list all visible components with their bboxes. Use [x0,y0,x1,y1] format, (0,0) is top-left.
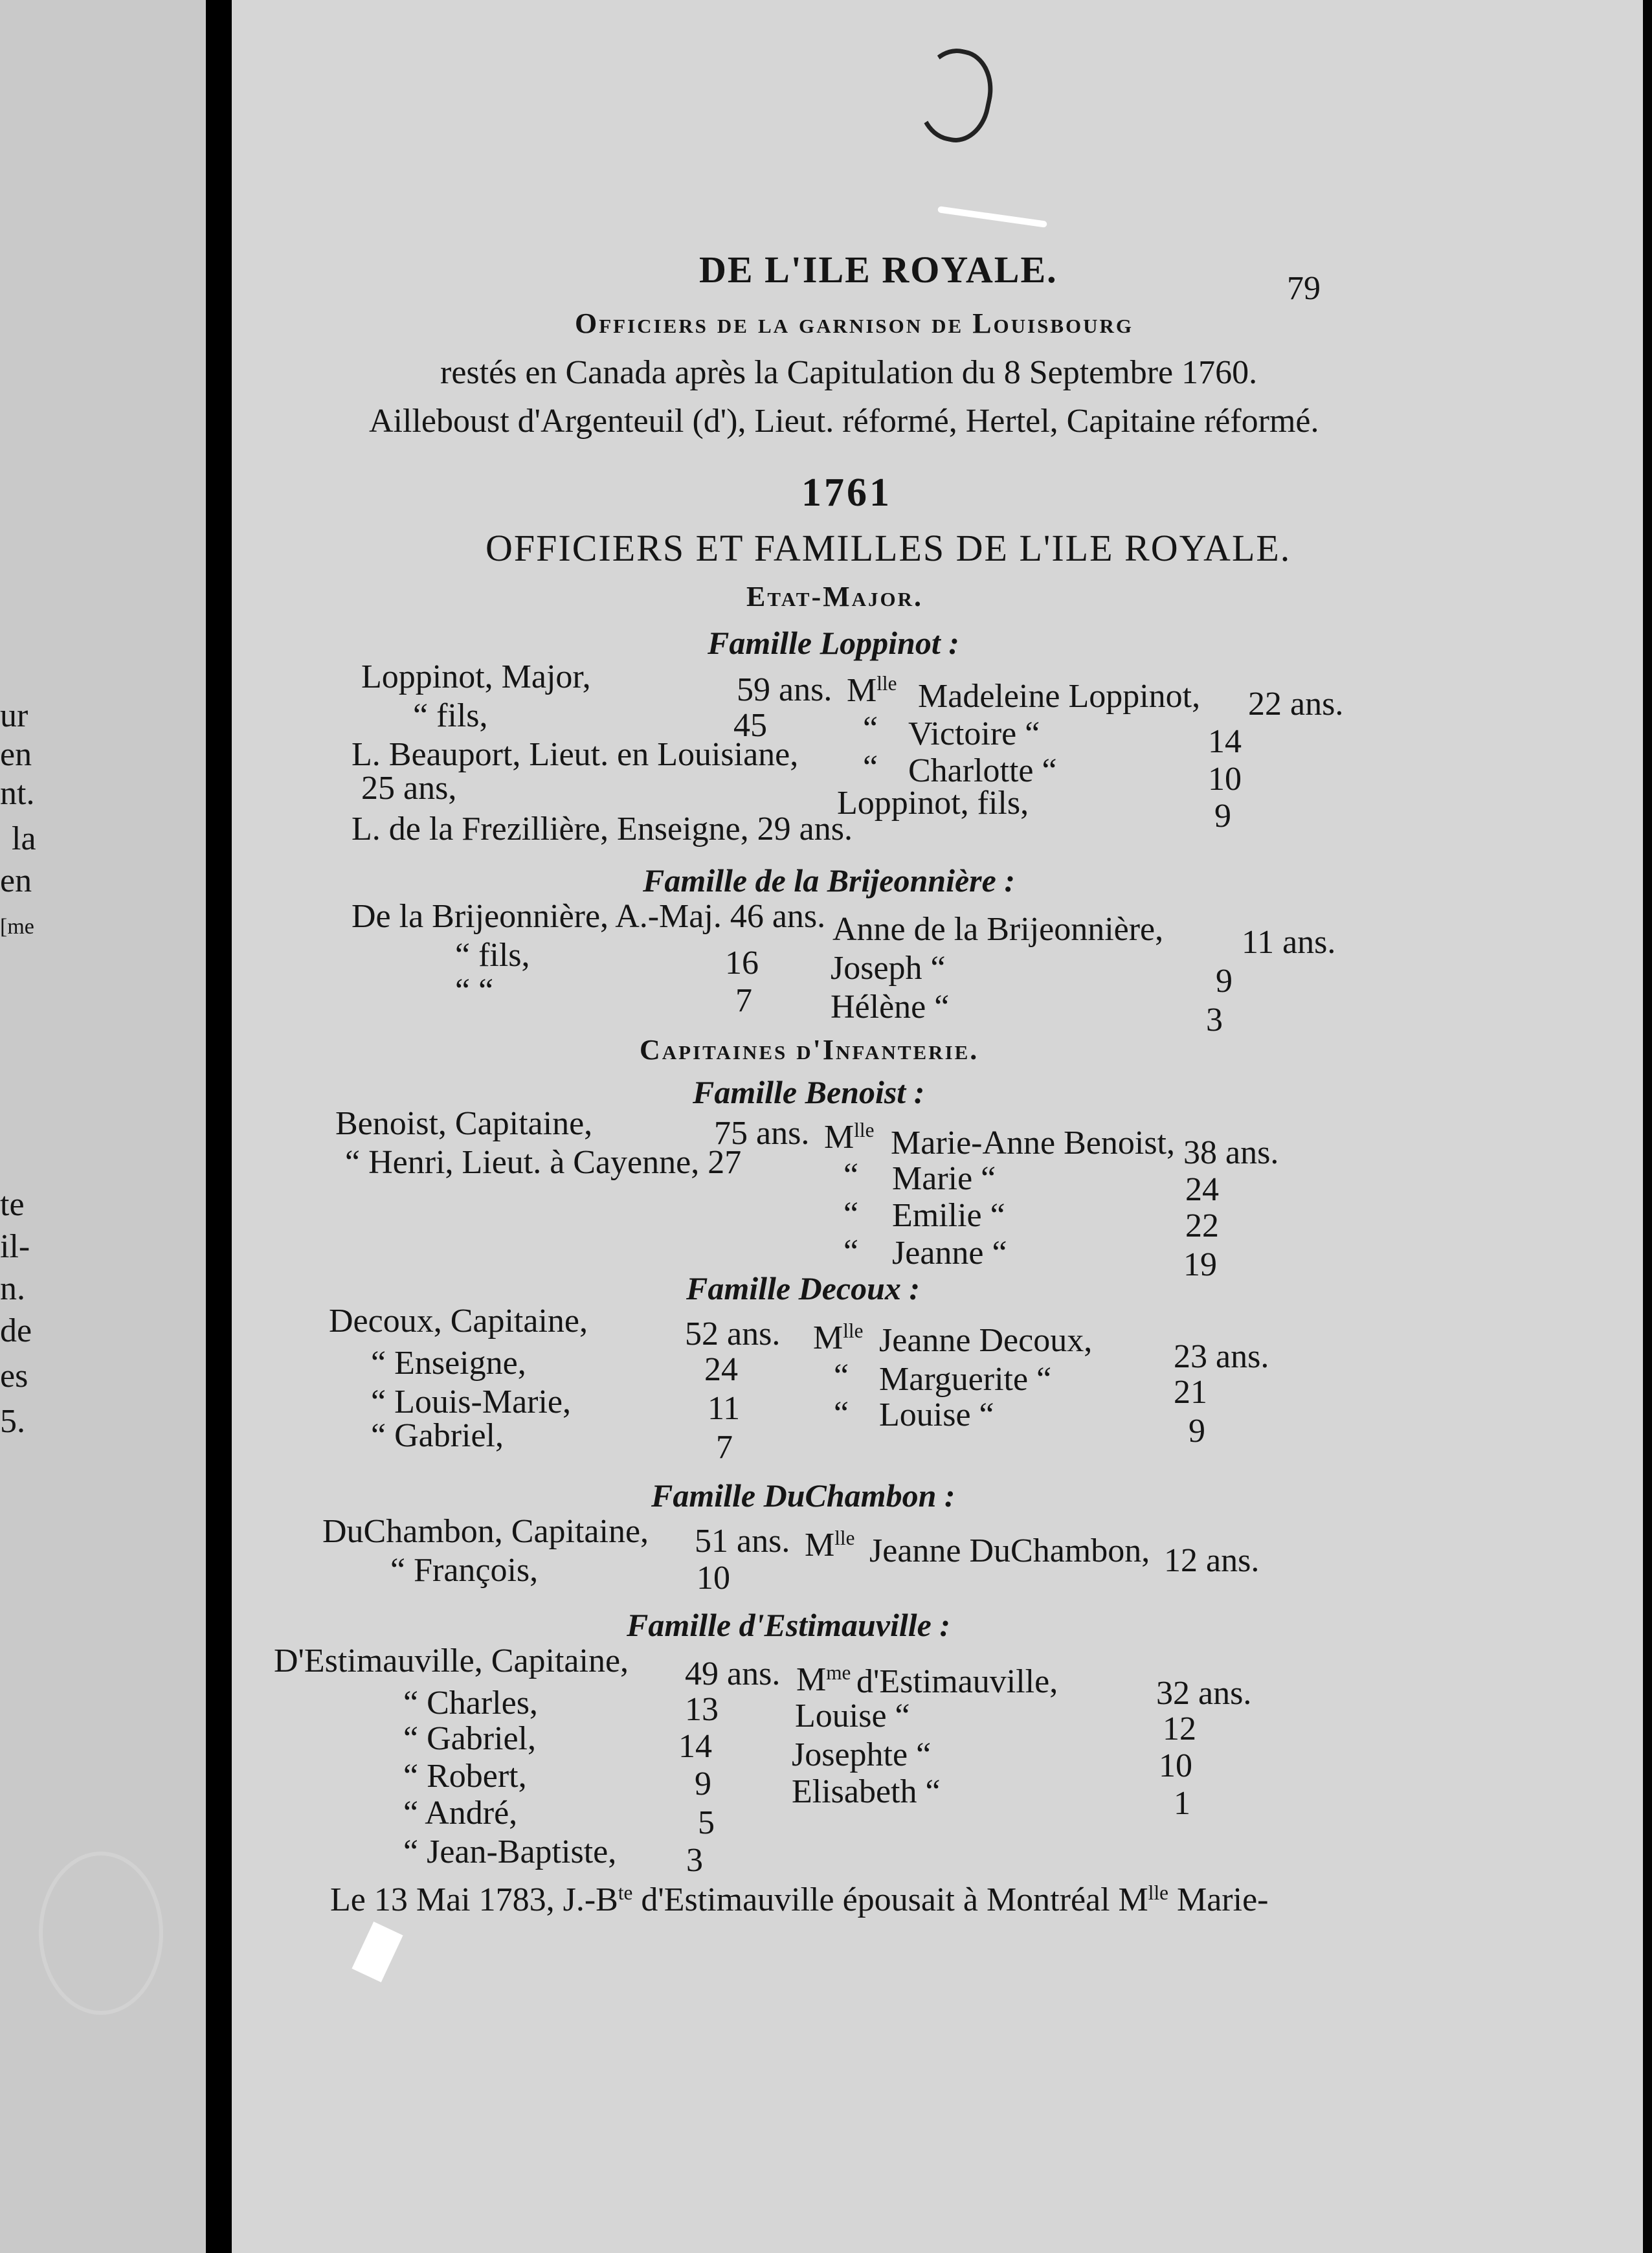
ditto-mark: “ [834,1358,849,1395]
entry-age: 52 ans. [685,1316,781,1352]
ditto-mark: “ [863,749,878,786]
garrison-subtitle: restés en Canada après la Capitulation du 8 Septembre 1760. [440,354,1258,391]
left-fragment: en [0,736,32,773]
entry-daughter: Emilie “ [892,1197,1005,1234]
page-number: 79 [1287,270,1321,307]
footer-text: d'Estimauville épousait à Montréal M [632,1881,1148,1919]
entry-title: $M^{lle}$ [847,672,897,710]
entry-age: 16 [725,945,759,981]
entry-daughter: Jeanne Decoux, [879,1322,1093,1359]
entry-daughter-age: 12 [1163,1710,1196,1747]
entry-daughter: Louise “ [879,1396,994,1433]
entry-daughter-age: 38 ans. [1183,1134,1279,1171]
entry-age: 10 [697,1560,730,1597]
entry-age: 3 [686,1842,703,1879]
footer-superscript: te [618,1881,633,1904]
entry-name: De la Brijeonnière, A.-Maj. 46 ans. [352,898,826,935]
entry-name: L. de la Frezillière, Enseigne, 29 ans. [352,811,853,847]
entry-title: $M^{me}$ [796,1661,851,1699]
etat-major-heading: Etat-Major. [746,581,924,612]
entry-daughter-age: 12 ans. [1164,1542,1260,1579]
paper-tab [352,1922,403,1982]
book-spine [206,0,232,2253]
footer-line [330,1883,1268,1917]
entry-daughter-age: 9 [1189,1413,1205,1450]
entry-daughter: Jeanne DuChambon, [869,1532,1150,1569]
left-fragment: 5. [0,1403,25,1440]
entry-age: 9 [695,1765,711,1802]
entry-daughter-age: 10 [1208,761,1242,798]
left-facing-page [0,0,206,2253]
entry-daughter: Victoire “ [908,715,1040,752]
ditto-mark: “ [863,710,878,747]
entry-daughter: Marie-Anne Benoist, [891,1125,1176,1161]
entry-name: “ François, [390,1552,539,1589]
entry-daughter-age: 22 [1185,1207,1219,1244]
entry-name: “ Charles, [403,1685,538,1721]
family-title: Famille d'Estimauville : [627,1607,950,1643]
family-title: Famille Benoist : [693,1074,925,1110]
family-title: Famille Loppinot : [708,625,959,661]
garrison-heading: Officiers de la garnison de Louisbourg [575,308,1134,339]
entry-daughter: Marguerite “ [879,1361,1052,1398]
entry-age: 24 [704,1351,738,1388]
entry-daughter-age: 3 [1206,1002,1223,1038]
entry-name: “ Louis-Marie, [371,1384,572,1420]
entry-title: $M^{lle}$ [824,1119,875,1156]
entry-name: 25 ans, [361,770,457,807]
entry-daughter-age: 19 [1183,1246,1217,1283]
entry-name: D'Estimauville, Capitaine, [274,1642,629,1679]
left-fragment: ur [0,697,28,734]
entry-age: 11 [708,1390,741,1427]
entry-name: “ Gabriel, [371,1417,504,1454]
entry-name: Loppinot, Major, [361,658,591,695]
entry-daughter-age: 32 ans. [1156,1675,1252,1712]
entry-age: 7 [716,1429,733,1466]
entry-name: “ fils, [455,937,530,974]
family-title: Famille Decoux : [686,1270,921,1306]
entry-name: “ Jean-Baptiste, [403,1833,617,1870]
ditto-mark: “ [843,1233,859,1270]
entry-daughter: Anne de la Brijeonnière, [832,911,1164,948]
entry-age: 5 [698,1804,715,1841]
entry-daughter: Hélène “ [831,989,950,1026]
entry-age: 51 ans. [695,1523,790,1560]
entry-daughter: Joseph “ [831,950,946,987]
entry-age: 13 [685,1691,719,1728]
left-fragment: il- [0,1228,30,1265]
entry-age: 75 ans. [714,1115,810,1152]
entry-daughter-age: 21 [1174,1374,1207,1411]
entry-title: $M^{lle}$ [805,1527,855,1564]
left-fragment: en [0,862,32,899]
entry-age: 49 ans. [685,1655,781,1692]
entry-age: 59 ans. [737,671,832,708]
entry-name: “ Henri, Lieut. à Cayenne, 27 [345,1144,742,1181]
entry-daughter: Josephte “ [792,1736,932,1773]
entry-name: DuChambon, Capitaine, [322,1513,649,1550]
ditto-mark: “ [843,1157,859,1194]
entry-daughter: Elisabeth “ [792,1773,941,1810]
left-fragment: te [0,1186,25,1223]
entry-daughter-age: 11 ans. [1242,924,1336,961]
entry-daughter: Louise “ [795,1698,910,1734]
footer-superscript: lle [1148,1881,1168,1904]
entry-daughter: Madeleine Loppinot, [918,678,1201,715]
entry-daughter-age: 9 [1214,798,1231,835]
entry-age: 45 [733,707,767,744]
garrison-names: Ailleboust d'Argenteuil (d'), Lieut. réformé, Hertel, Capitaine réformé. [369,403,1319,440]
entry-daughter: Loppinot, fils, [837,785,1029,822]
entry-age: 14 [678,1728,712,1765]
left-fragment: de [0,1312,32,1349]
entry-daughter-age: 9 [1216,963,1233,1000]
entry-name: “ Enseigne, [371,1345,526,1382]
entry-name: “ Robert, [403,1758,527,1795]
running-title: DE L'ILE ROYALE. [699,249,1058,291]
entry-name: “ fils, [413,697,488,734]
entry-age: 7 [735,982,752,1019]
entry-daughter-age: 14 [1208,723,1242,760]
entry-name: Decoux, Capitaine, [329,1303,588,1339]
book-page [232,0,1643,2253]
entry-daughter: Marie “ [892,1160,996,1197]
left-fragment: es [0,1358,28,1395]
family-title: Famille DuChambon : [651,1477,955,1514]
left-fragment: [me [0,915,34,939]
entry-daughter-age: 1 [1174,1785,1190,1822]
entry-daughter: d'Estimauville, [856,1663,1058,1700]
entry-name: “ André, [403,1795,518,1832]
entry-daughter-age: 24 [1185,1171,1219,1208]
left-fragment: la [12,820,36,857]
main-heading: OFFICIERS ET FAMILLES DE L'ILE ROYALE. [486,527,1291,569]
ditto-mark: “ [843,1196,859,1233]
footer-text: Marie- [1168,1881,1269,1919]
entry-name: Benoist, Capitaine, [335,1105,593,1142]
left-fragment: n. [0,1270,25,1307]
family-title: Famille de la Brijeonnière : [643,862,1015,899]
entry-daughter-age: 10 [1159,1747,1192,1784]
entry-title: $M^{lle}$ [813,1319,864,1357]
entry-daughter: Jeanne “ [892,1235,1007,1272]
year-heading: 1761 [801,471,892,515]
entry-daughter: Charlotte “ [908,752,1057,789]
left-fragment: nt. [0,775,35,812]
footer-text: Le 13 Mai 1783, J.-B [330,1881,618,1919]
ditto-mark: “ [834,1395,849,1432]
paper-stain [39,1852,163,2015]
entry-name: “ “ [455,972,494,1009]
capitaines-heading: Capitaines d'Infanterie. [640,1034,979,1066]
entry-name: L. Beauport, Lieut. en Louisiane, [352,736,799,773]
scratch-mark [937,206,1047,228]
entry-name: “ Gabriel, [403,1720,537,1757]
pencil-mark [909,42,1000,149]
entry-daughter-age: 22 ans. [1248,686,1344,723]
entry-daughter-age: 23 ans. [1174,1338,1269,1375]
